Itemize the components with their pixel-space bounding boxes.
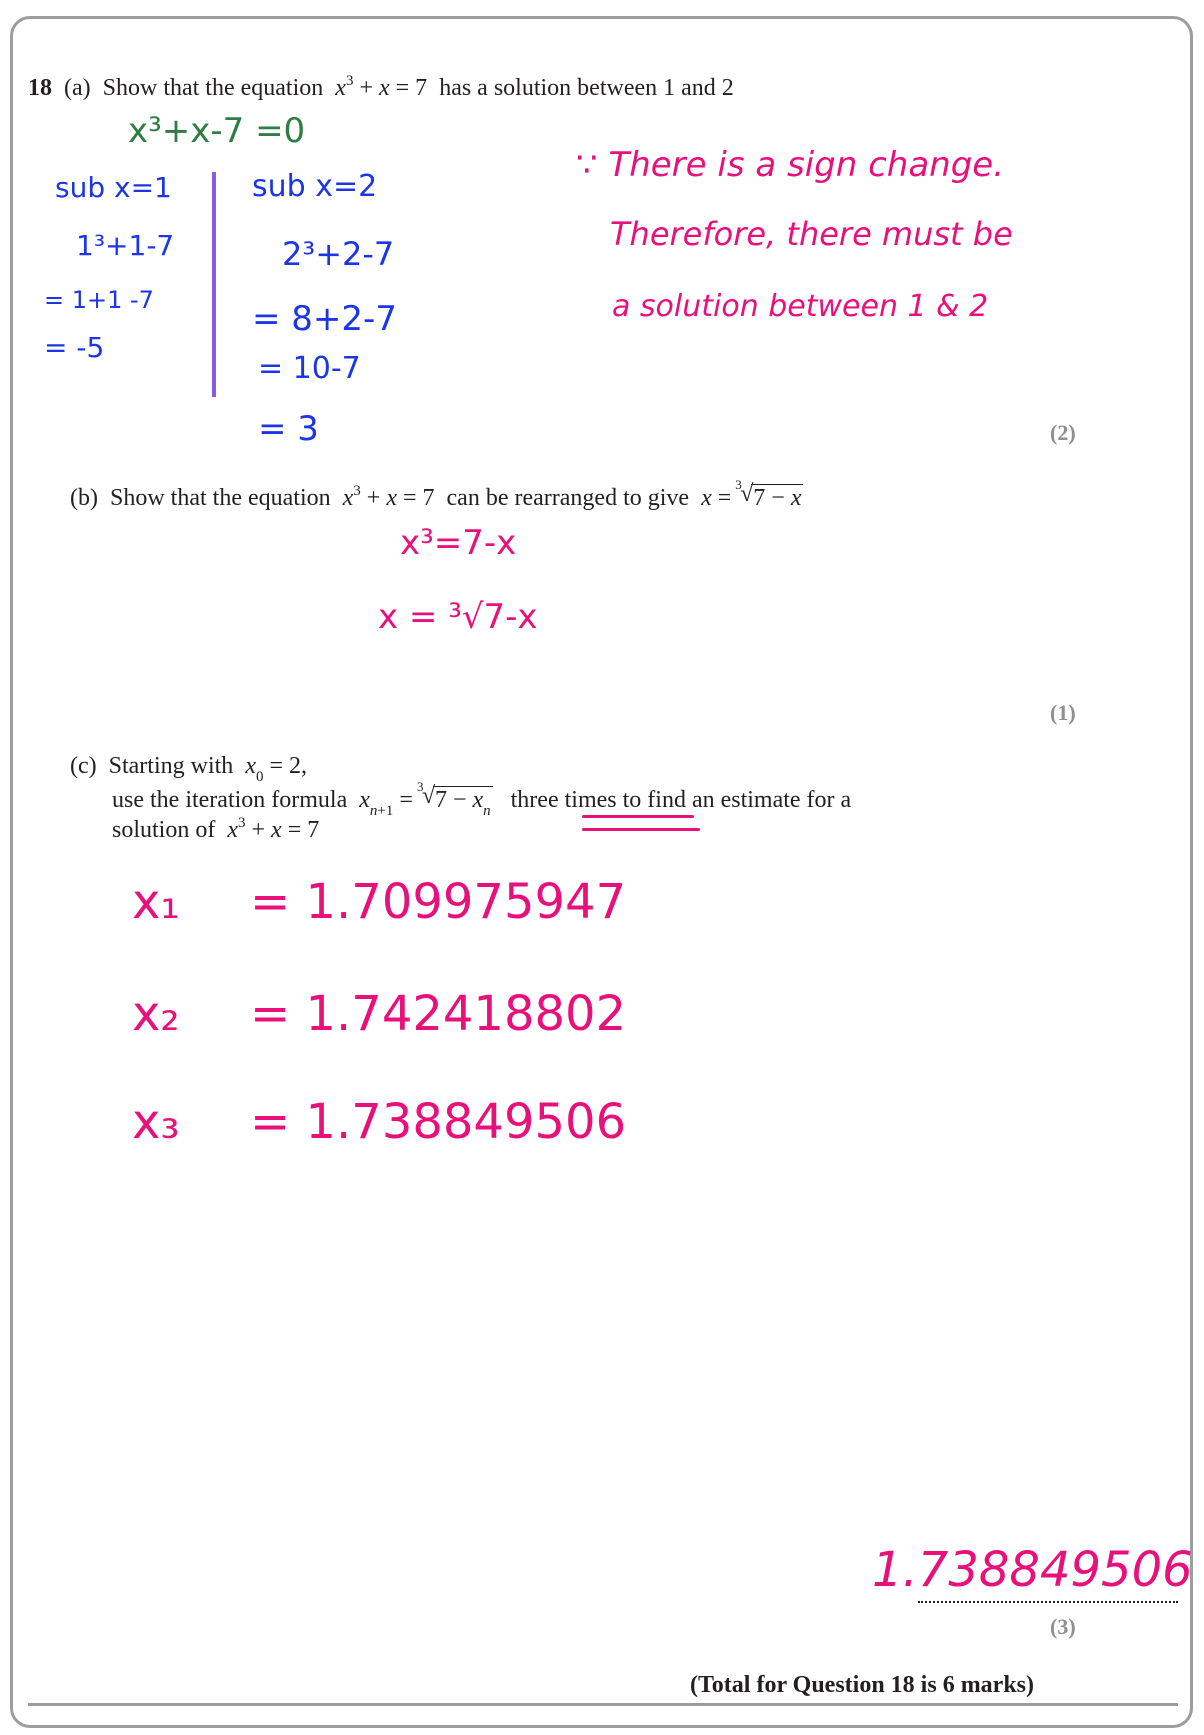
iteration-lhs-3: x₃: [132, 1094, 180, 1150]
a-conclusion-line2: Therefore, there must be: [610, 215, 1013, 253]
bottom-rule: [28, 1703, 1178, 1706]
part-a-marks: (2): [1050, 420, 1076, 445]
part-b-text-mid: can be rearranged to give: [446, 485, 690, 511]
a-left-sub: sub x=1: [55, 171, 172, 204]
question-frame: [10, 16, 1193, 1728]
part-a-label: (a): [64, 75, 91, 101]
part-b-equation: $x^3 + x = 7$: [342, 483, 435, 511]
a-right-line3: = 10-7: [258, 351, 361, 386]
iteration-rhs-3: = 1.738849506: [250, 1094, 627, 1150]
part-c-label: (c): [70, 753, 97, 779]
question-total: (Total for Question 18 is 6 marks): [690, 1672, 1035, 1698]
part-c-line3: solution of $x^3 + x = 7$: [112, 815, 320, 843]
a-working-equation: x³+x-7 =0: [128, 111, 306, 151]
part-c-start-value: = 2,: [269, 753, 308, 779]
iteration-rhs-1: = 1.709975947: [250, 874, 627, 930]
answer-line: [918, 1601, 1178, 1603]
part-c-line3-text: solution of: [112, 817, 216, 843]
part-a-text-after: has a solution between 1 and 2: [439, 75, 734, 101]
part-b-question: [70, 477, 803, 511]
a-right-line2: = 8+2-7: [252, 299, 397, 339]
underline-ink-1: [582, 815, 694, 818]
part-c-marks: (3): [1050, 1614, 1076, 1639]
part-c-line1: (c) Starting with $x_0 = 2$,: [70, 753, 308, 785]
part-b-text-before: Show that the equation: [109, 485, 331, 511]
part-a-question: [28, 73, 734, 101]
b-working-line2: x = ³√7-x: [378, 597, 538, 637]
a-right-sub: sub x=2: [252, 169, 378, 204]
iteration-lhs-2: x₂: [132, 986, 180, 1042]
part-a-equation: $x^3 + x = 7$: [335, 73, 428, 101]
a-conclusion-line3: a solution between 1 & 2: [612, 289, 989, 324]
part-c-line2-text: use the iteration formula: [112, 787, 348, 813]
a-left-line2: = 1+1 -7: [44, 286, 154, 314]
a-right-line1: 2³+2-7: [282, 235, 395, 273]
part-c-line2: [112, 779, 852, 819]
part-a-text-before: Show that the equation: [102, 75, 324, 101]
final-answer: 1.738849506: [872, 1542, 1193, 1598]
part-b-label: (b): [70, 485, 98, 511]
part-b-marks: (1): [1050, 700, 1076, 725]
part-c-line1-text: Starting with: [108, 753, 234, 779]
iteration-lhs-1: x₁: [132, 874, 180, 930]
part-b-target: x = 3 √ 7 − x: [701, 477, 802, 511]
part-c-emphasis: three times: [510, 787, 617, 813]
a-conclusion-line1: ∵ There is a sign change.: [576, 145, 1005, 185]
iteration-rhs-2: = 1.742418802: [250, 986, 627, 1042]
a-left-line1: 1³+1-7: [76, 229, 175, 262]
iteration-formula: $x_{n+1}$ = 3 √ $7 - x_n$: [359, 779, 491, 819]
a-left-line3: = -5: [44, 331, 105, 364]
part-c-line2-after: to find an estimate for a: [622, 787, 852, 813]
underline-ink-2: [582, 828, 700, 831]
b-working-line1: x³=7-x: [400, 523, 517, 563]
a-right-line4: = 3: [258, 409, 319, 449]
working-divider-line: [212, 172, 216, 397]
question-number: 18: [28, 75, 52, 101]
